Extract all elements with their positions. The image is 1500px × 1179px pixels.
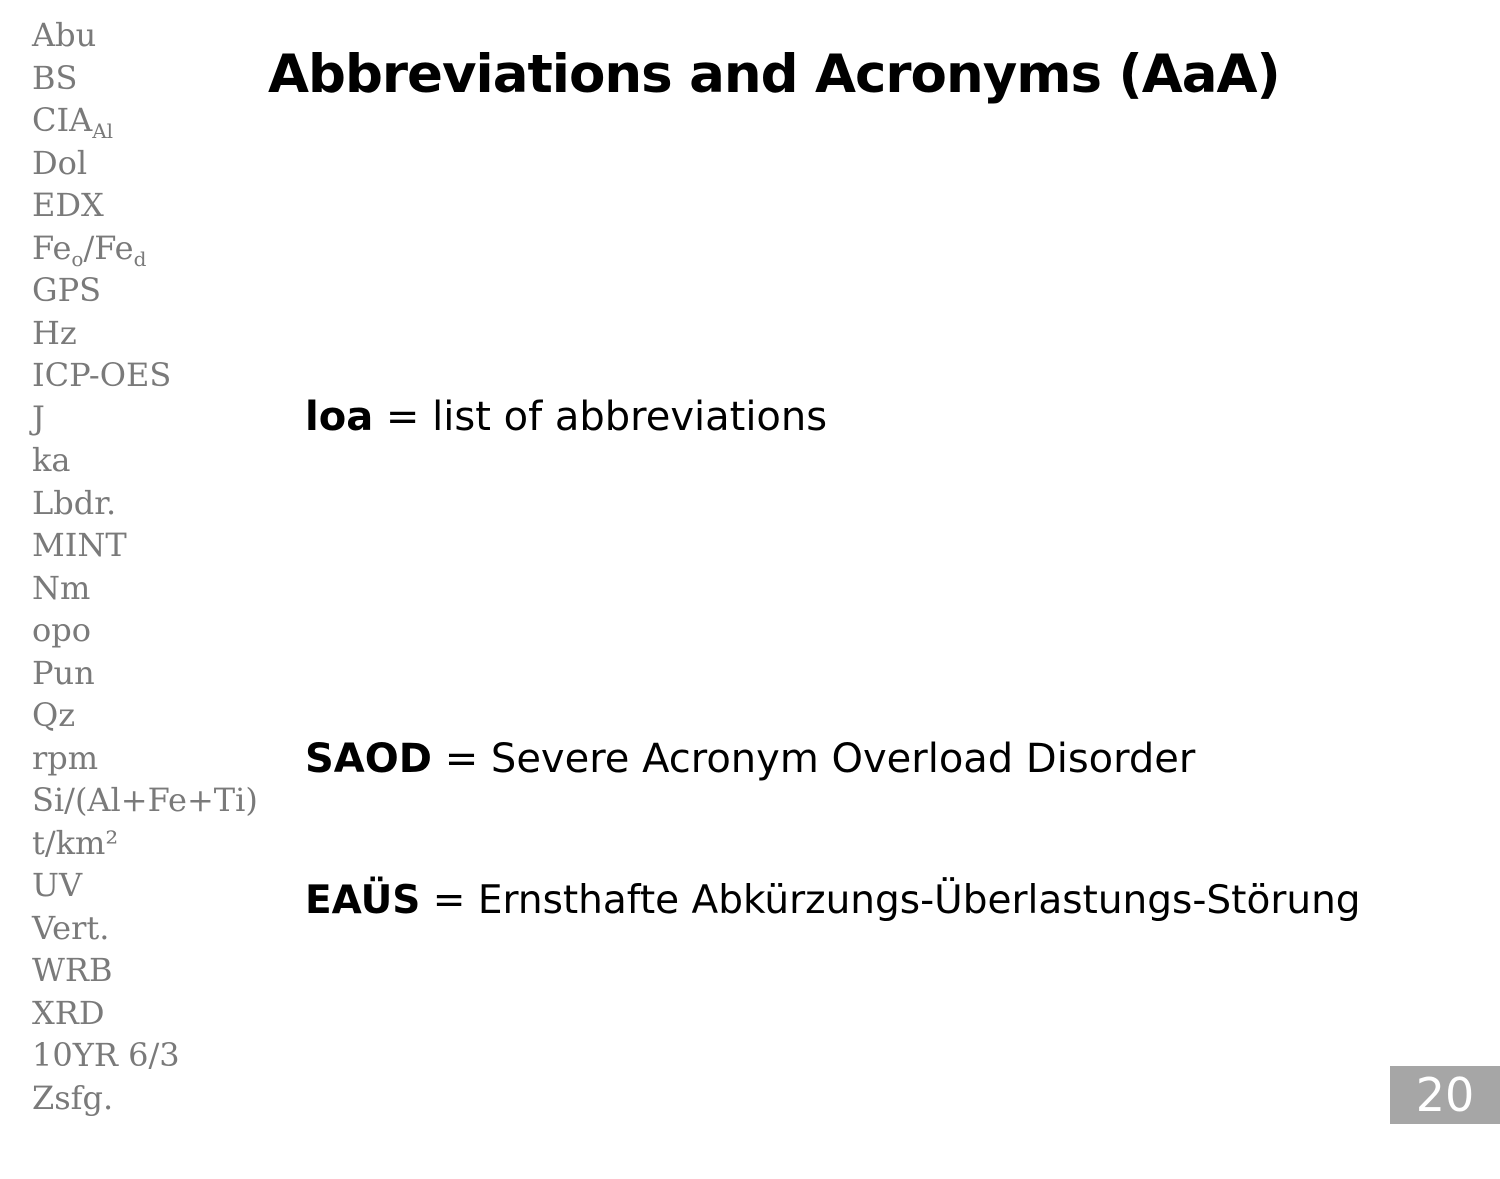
abbreviation-item: EDX [32, 186, 104, 224]
definition-eaus [305, 878, 1361, 923]
abbreviation-item: GPS [32, 271, 102, 309]
definition-term: loa [305, 394, 374, 440]
definition-term: SAOD [305, 736, 432, 782]
abbreviation-list [32, 14, 258, 1119]
definition-text: = list of abbreviations [373, 394, 828, 440]
abbreviation-item: ICP-OES [32, 356, 172, 394]
abbreviation-item: Qz [32, 696, 76, 734]
abbreviation-item: t/km² [32, 823, 119, 862]
abbreviation-item: BS [32, 58, 78, 97]
abbreviation-item: rpm [32, 738, 99, 777]
abbreviation-item: ka [32, 441, 71, 479]
abbreviation-subscript: d [133, 246, 147, 271]
abbreviation-item: Nm [32, 568, 91, 607]
abbreviation-text: CIA [32, 101, 93, 139]
abbreviation-item: Vert. [32, 908, 110, 947]
abbreviation-item: Zsfg. [32, 1078, 114, 1117]
abbreviation-text: /Fe [83, 228, 134, 267]
definition-loa [305, 394, 827, 440]
definition-text: = Ernsthafte Abkürzungs-Überlastungs-Störung [420, 878, 1361, 923]
abbreviation-subscript: o [71, 246, 84, 271]
page-number-badge: 20 [1390, 1066, 1500, 1124]
abbreviation-item [32, 227, 258, 270]
abbreviation-item: UV [32, 866, 83, 904]
abbreviation-subscript: Al [92, 119, 114, 143]
abbreviation-text: Fe [32, 228, 72, 267]
abbreviation-item: J [32, 398, 45, 437]
abbreviation-item: Si/(Al+Fe+Ti) [32, 781, 258, 819]
abbreviation-item: Lbdr. [32, 483, 117, 522]
abbreviation-item: opo [32, 611, 92, 649]
abbreviation-item: 10YR 6/3 [32, 1036, 180, 1074]
abbreviation-item: XRD [32, 993, 105, 1032]
abbreviation-item: Abu [32, 16, 97, 54]
abbreviation-item: Dol [32, 143, 88, 182]
definition-text: = Severe Acronym Overload Disorder [431, 736, 1196, 782]
definition-term: EAÜS [305, 878, 421, 923]
slide-title: Abbreviations and Acronyms (AaA) [268, 44, 1280, 105]
abbreviation-item: Hz [32, 313, 77, 352]
abbreviation-item: WRB [32, 951, 113, 989]
abbreviation-item [32, 99, 258, 142]
definition-saod [305, 736, 1195, 782]
abbreviation-item: Pun [32, 653, 95, 692]
abbreviation-item: MINT [32, 526, 127, 564]
